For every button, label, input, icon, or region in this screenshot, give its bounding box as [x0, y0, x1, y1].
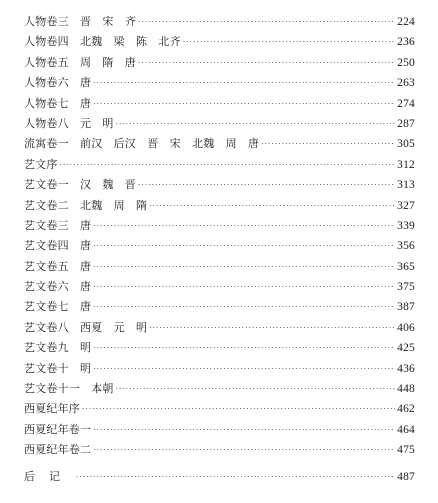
- toc-dot-leader: [138, 175, 395, 195]
- toc-entry-title: 人物卷四 北魏 梁 陈 北齐: [24, 35, 181, 49]
- toc-entry-title: 艺文卷九 明: [24, 341, 92, 355]
- toc-dot-leader: [93, 257, 395, 277]
- toc-entry: [24, 196, 415, 216]
- toc-entry-page: 406: [397, 321, 415, 334]
- toc-entry-page: 287: [397, 117, 415, 130]
- toc-entry-title: 艺文卷六 唐: [24, 280, 92, 294]
- toc-entry-page: 250: [397, 56, 415, 69]
- toc-entry-title: 艺文卷五 唐: [24, 259, 92, 273]
- toc-entry-title: 艺文卷十一 本朝: [24, 382, 114, 396]
- toc-entry-page: 464: [397, 423, 415, 436]
- toc-entry-page: 365: [397, 260, 415, 273]
- toc-entry-title: 人物卷八 元 明: [24, 116, 114, 130]
- toc-dot-leader: [93, 440, 395, 460]
- toc-entry-title: 艺文卷八 西夏 元 明: [24, 320, 148, 334]
- toc-dot-leader: [93, 359, 395, 379]
- toc-entry-page: 436: [397, 362, 415, 375]
- toc-entry-title: 后记: [24, 470, 74, 483]
- toc-entry-page: 448: [397, 383, 415, 396]
- toc-entry: [24, 257, 415, 277]
- toc-dot-leader: [60, 155, 396, 175]
- toc-entry-title: 艺文卷一 汉 魏 晋: [24, 178, 136, 192]
- toc-entry-title: 西夏纪年卷一: [24, 422, 92, 436]
- toc-entry-title: 艺文卷十 明: [24, 361, 92, 375]
- toc-entry-title: 艺文卷四 唐: [24, 239, 92, 253]
- toc-entry-title: 西夏纪年卷二: [24, 443, 92, 457]
- toc-entry: [24, 359, 415, 379]
- toc-dot-leader: [93, 420, 395, 440]
- toc-entry: [24, 420, 415, 440]
- toc-dot-leader: [138, 12, 395, 32]
- toc-entry-title: 人物卷三 晋 宋 齐: [24, 15, 136, 28]
- toc-entry-page: 425: [397, 342, 415, 355]
- toc-entry: [24, 277, 415, 297]
- toc-entry: [24, 114, 415, 134]
- toc-entry-title: 西夏纪年序: [24, 402, 80, 416]
- toc-dot-leader: [82, 399, 395, 419]
- toc-entry: [24, 216, 415, 236]
- toc-entry: [24, 338, 415, 358]
- toc-entry: [24, 399, 415, 419]
- toc-entry-title: 人物卷六 唐: [24, 76, 92, 90]
- toc-entry-page: 339: [397, 219, 415, 232]
- toc-entry-page: 312: [397, 158, 415, 171]
- toc-entry-page: 327: [397, 199, 415, 212]
- toc-entry: [24, 236, 415, 256]
- toc-entry-title: 艺文卷三 唐: [24, 218, 92, 232]
- toc-entry-page: 475: [397, 444, 415, 457]
- toc-dot-leader: [261, 134, 395, 154]
- toc-postscript: [24, 467, 415, 487]
- toc-dot-leader: [116, 114, 396, 134]
- toc-entry: [24, 155, 415, 175]
- toc-entry-title: 艺文序: [24, 157, 58, 171]
- toc-entry-page: 462: [397, 403, 415, 416]
- toc-entry-page: 236: [397, 36, 415, 49]
- toc-entry-title: 艺文卷七 唐: [24, 300, 92, 314]
- toc-entry: [24, 73, 415, 93]
- toc-entry-title: 人物卷五 周 隋 唐: [24, 55, 136, 69]
- toc-dot-leader: [93, 236, 395, 256]
- toc-entry: [24, 318, 415, 338]
- toc-entry-title: 流寓卷一 前汉 后汉 晋 宋 北魏 周 唐: [24, 137, 260, 151]
- toc-entry-page: 313: [397, 179, 415, 192]
- toc-entry: [24, 12, 415, 32]
- toc-entry-page: 305: [397, 138, 415, 151]
- toc-dot-leader: [93, 216, 395, 236]
- toc-entry: [24, 297, 415, 317]
- toc-dot-leader: [93, 94, 395, 114]
- toc-dot-leader: [76, 467, 395, 487]
- toc-dot-leader: [149, 318, 395, 338]
- toc-dot-leader: [93, 338, 395, 358]
- toc-entry: [24, 175, 415, 195]
- toc-entry-postscript: [24, 467, 415, 487]
- toc-dot-leader: [149, 196, 395, 216]
- toc-entry-page: 263: [397, 77, 415, 90]
- toc-entry-page: 356: [397, 240, 415, 253]
- toc-entry-title: 艺文卷二 北魏 周 隋: [24, 198, 148, 212]
- toc-entry: [24, 379, 415, 399]
- toc-entry-page: 375: [397, 281, 415, 294]
- toc-entry-page: 274: [397, 97, 415, 110]
- toc-dot-leader: [116, 379, 396, 399]
- toc-dot-leader: [93, 277, 395, 297]
- toc-dot-leader: [93, 73, 395, 93]
- toc-dot-leader: [138, 53, 395, 73]
- toc-dot-leader: [93, 297, 395, 317]
- toc-entry-page: 387: [397, 301, 415, 314]
- toc-entry: [24, 53, 415, 73]
- toc-entry: [24, 440, 415, 460]
- toc-entry: [24, 32, 415, 52]
- toc-entry-page: 224: [397, 16, 415, 28]
- toc-entry-page: 487: [397, 471, 415, 483]
- toc-entry-title: 人物卷七 唐: [24, 96, 92, 110]
- table-of-contents: [24, 12, 415, 461]
- toc-dot-leader: [183, 32, 395, 52]
- toc-entry: [24, 134, 415, 154]
- toc-entry: [24, 94, 415, 114]
